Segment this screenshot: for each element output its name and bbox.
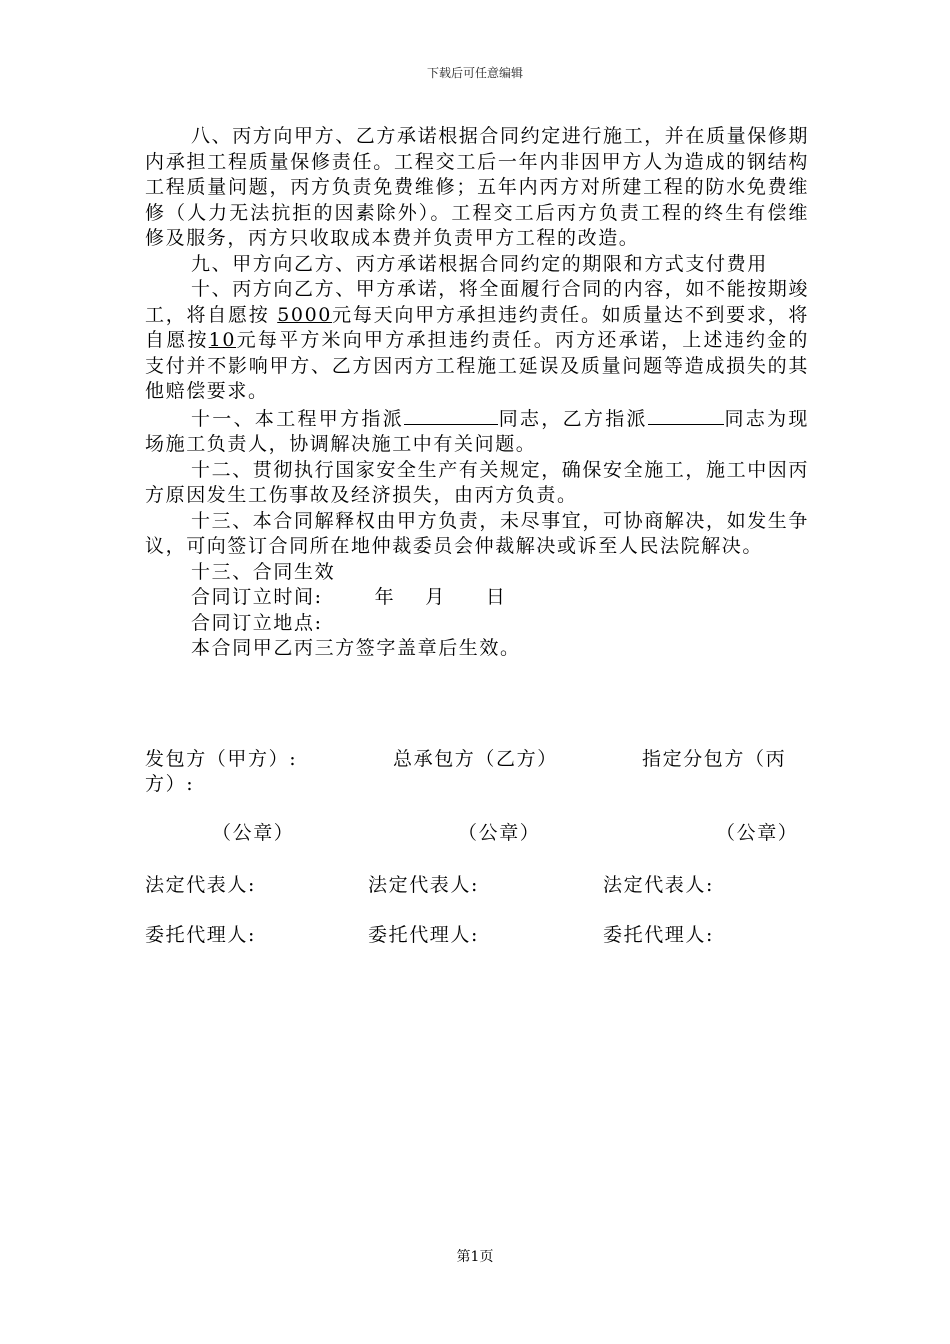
party-a-seal: （公章）	[212, 822, 295, 844]
clause-10: 十、丙方向乙方、甲方承诺，将全面履行合同的内容，如不能按期竣工，将自愿按 5000元每天向甲方承担违约责任。如质量达不到要求，将自愿按10元每平方米向甲方承担违约责任。丙方还承诺，上述违约金的支付并不影响甲方、乙方因丙方工程施工延误及质量问题等造成损失的其他赔偿要求。	[145, 278, 810, 402]
party-c-label-line2: 方）:	[145, 773, 195, 795]
party-b-legal-rep: 法定代表人:	[368, 874, 480, 896]
party-b-agent: 委托代理人:	[368, 924, 480, 946]
effective-note: 本合同甲乙丙三方签字盖章后生效。	[191, 637, 521, 659]
party-b-label: 总承包方（乙方）	[393, 748, 558, 770]
penalty-per-sqm: 10	[208, 329, 237, 351]
party-c-agent: 委托代理人:	[603, 924, 715, 946]
party-a-agent: 委托代理人:	[145, 924, 257, 946]
page-number: 第1页	[456, 1249, 494, 1265]
party-c-legal-rep: 法定代表人:	[603, 874, 715, 896]
party-a-legal-rep: 法定代表人:	[145, 874, 257, 896]
contract-body	[145, 124, 809, 662]
party-b-representative-blank	[648, 405, 724, 425]
clause-8: 八、丙方向甲方、乙方承诺根据合同约定进行施工，并在质量保修期内承担工程质量保修责任。工程交工后一年内非因甲方人为造成的钢结构工程质量问题，丙方负责免费维修；五年内丙方对所建工程的防水免费维修（人力无法抗拒的因素除外）。工程交工后丙方负责工程的终生有偿维修及服务，丙方只收取成本费并负责甲方工程的改造。	[145, 125, 810, 249]
clause-9: 九、甲方向乙方、丙方承诺根据合同约定的期限和方式支付费用	[191, 252, 768, 275]
party-c-seal: （公章）	[716, 822, 799, 844]
signing-place: 合同订立地点:	[191, 611, 323, 634]
party-a-label: 发包方（甲方）:	[145, 748, 298, 770]
party-b-seal: （公章）	[458, 822, 541, 844]
clause-11: 十一、本工程甲方指派 同志，乙方指派 同志为现场施工负责人，协调解决施工中有关问题。	[145, 405, 809, 458]
signing-date: 合同订立时间: 年 月 日	[191, 586, 507, 608]
party-c-label-line1: 指定分包方（丙	[642, 748, 787, 770]
party-a-representative-blank	[404, 405, 498, 425]
clause-13-effect: 十三、合同生效	[191, 560, 336, 583]
penalty-per-day: 5000	[277, 303, 332, 326]
page-header: 下载后可任意编辑	[426, 66, 523, 80]
clause-13-dispute: 十三、本合同解释权由甲方负责，未尽事宜，可协商解决，如发生争议，可向签订合同所在地仲裁委员会仲裁解决或诉至人民法院解决。	[145, 509, 810, 557]
clause-12: 十二、贯彻执行国家安全生产有关规定，确保安全施工，施工中因丙方原因发生工伤事故及经济损失，由丙方负责。	[145, 458, 810, 506]
